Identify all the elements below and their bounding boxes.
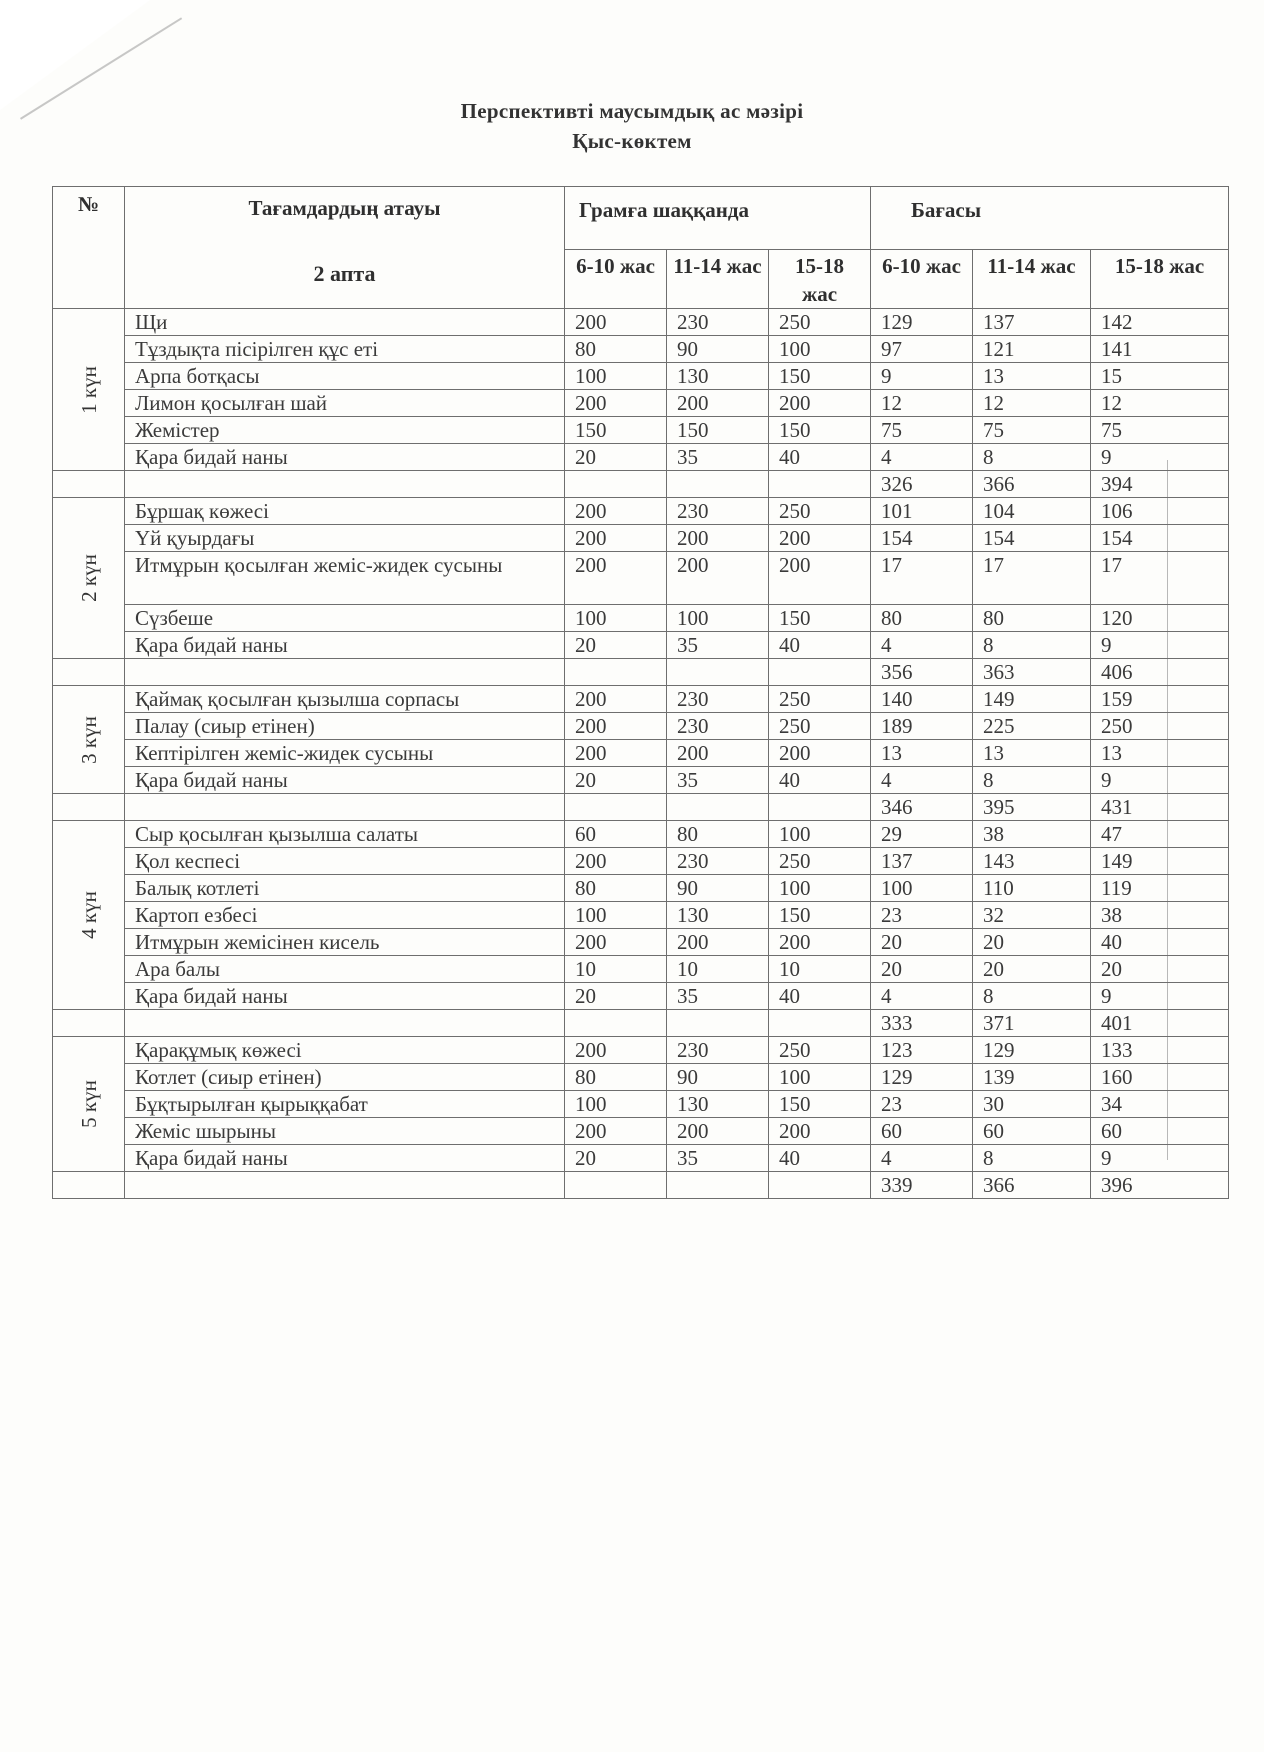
grams-value: 40 bbox=[769, 983, 871, 1010]
header-dish-name bbox=[125, 187, 565, 309]
total-price-value: 406 bbox=[1091, 659, 1229, 686]
grams-value: 200 bbox=[565, 498, 667, 525]
grams-value: 230 bbox=[667, 309, 769, 336]
price-value: 129 bbox=[871, 1064, 973, 1091]
header-grams: Грамға шаққанда bbox=[565, 187, 871, 250]
table-row bbox=[53, 713, 1229, 740]
table-row bbox=[53, 363, 1229, 390]
grams-value: 250 bbox=[769, 686, 871, 713]
price-value: 129 bbox=[973, 1037, 1091, 1064]
grams-value: 100 bbox=[667, 605, 769, 632]
price-value: 149 bbox=[973, 686, 1091, 713]
header-grams-age-6-10: 6-10 жас bbox=[565, 250, 667, 309]
grams-value: 200 bbox=[565, 1118, 667, 1145]
table-row bbox=[53, 336, 1229, 363]
total-row bbox=[53, 1172, 1229, 1199]
grams-value: 100 bbox=[769, 1064, 871, 1091]
header-price-age-11-14: 11-14 жас bbox=[973, 250, 1091, 309]
grams-value: 100 bbox=[769, 336, 871, 363]
grams-value: 20 bbox=[565, 983, 667, 1010]
dish-name: Арпа ботқасы bbox=[125, 363, 565, 390]
grams-value: 200 bbox=[565, 1037, 667, 1064]
grams-value: 200 bbox=[565, 848, 667, 875]
table-row bbox=[53, 309, 1229, 336]
price-value: 23 bbox=[871, 1091, 973, 1118]
grams-value: 100 bbox=[565, 902, 667, 929]
table-row bbox=[53, 390, 1229, 417]
price-value: 8 bbox=[973, 1145, 1091, 1172]
price-value: 80 bbox=[973, 605, 1091, 632]
price-value: 8 bbox=[973, 767, 1091, 794]
dish-name: Жеміс шырыны bbox=[125, 1118, 565, 1145]
grams-value: 130 bbox=[667, 363, 769, 390]
day-label-cell bbox=[53, 309, 125, 471]
total-price-value: 371 bbox=[973, 1010, 1091, 1037]
page-title: Перспективті маусымдық ас мәзірі bbox=[460, 99, 804, 123]
table-row bbox=[53, 983, 1229, 1010]
price-value: 12 bbox=[1091, 390, 1229, 417]
empty-cell bbox=[53, 794, 125, 821]
total-price-value: 394 bbox=[1091, 471, 1229, 498]
grams-value: 150 bbox=[769, 363, 871, 390]
price-value: 133 bbox=[1091, 1037, 1229, 1064]
dish-name: Палау (сиыр етінен) bbox=[125, 713, 565, 740]
empty-cell bbox=[769, 471, 871, 498]
grams-value: 230 bbox=[667, 498, 769, 525]
empty-cell bbox=[565, 794, 667, 821]
table-row bbox=[53, 929, 1229, 956]
price-value: 141 bbox=[1091, 336, 1229, 363]
price-value: 4 bbox=[871, 632, 973, 659]
empty-cell bbox=[53, 659, 125, 686]
table-row bbox=[53, 875, 1229, 902]
price-value: 110 bbox=[973, 875, 1091, 902]
price-value: 159 bbox=[1091, 686, 1229, 713]
empty-cell bbox=[125, 471, 565, 498]
price-value: 4 bbox=[871, 444, 973, 471]
price-value: 9 bbox=[1091, 983, 1229, 1010]
price-value: 9 bbox=[1091, 1145, 1229, 1172]
grams-value: 200 bbox=[565, 309, 667, 336]
price-value: 4 bbox=[871, 767, 973, 794]
grams-value: 20 bbox=[565, 1145, 667, 1172]
grams-value: 200 bbox=[769, 552, 871, 605]
empty-cell bbox=[667, 794, 769, 821]
grams-value: 40 bbox=[769, 767, 871, 794]
grams-value: 200 bbox=[565, 525, 667, 552]
price-value: 17 bbox=[871, 552, 973, 605]
dish-name: Котлет (сиыр етінен) bbox=[125, 1064, 565, 1091]
day-label-cell bbox=[53, 821, 125, 1010]
price-value: 15 bbox=[1091, 363, 1229, 390]
grams-value: 250 bbox=[769, 848, 871, 875]
dish-name: Қаймақ қосылған қызылша сорпасы bbox=[125, 686, 565, 713]
price-value: 60 bbox=[871, 1118, 973, 1145]
day-label-cell bbox=[53, 686, 125, 794]
grams-value: 200 bbox=[667, 1118, 769, 1145]
grams-value: 130 bbox=[667, 1091, 769, 1118]
header-dish-name-label: Тағамдардың атауы bbox=[248, 196, 441, 220]
grams-value: 80 bbox=[565, 336, 667, 363]
grams-value: 35 bbox=[667, 767, 769, 794]
total-price-value: 356 bbox=[871, 659, 973, 686]
grams-value: 250 bbox=[769, 498, 871, 525]
price-value: 121 bbox=[973, 336, 1091, 363]
total-price-value: 431 bbox=[1091, 794, 1229, 821]
grams-value: 80 bbox=[565, 875, 667, 902]
price-value: 13 bbox=[973, 363, 1091, 390]
grams-value: 100 bbox=[769, 875, 871, 902]
empty-cell bbox=[667, 659, 769, 686]
table-row bbox=[53, 552, 1229, 605]
grams-value: 200 bbox=[667, 740, 769, 767]
grams-value: 150 bbox=[565, 417, 667, 444]
grams-value: 20 bbox=[565, 632, 667, 659]
empty-cell bbox=[53, 1172, 125, 1199]
table-row bbox=[53, 821, 1229, 848]
dish-name: Қара бидай наны bbox=[125, 983, 565, 1010]
price-value: 101 bbox=[871, 498, 973, 525]
empty-cell bbox=[769, 659, 871, 686]
total-price-value: 363 bbox=[973, 659, 1091, 686]
table-row bbox=[53, 902, 1229, 929]
header-week-label: 2 апта bbox=[313, 261, 376, 286]
total-price-value: 395 bbox=[973, 794, 1091, 821]
price-value: 20 bbox=[1091, 956, 1229, 983]
total-row bbox=[53, 1010, 1229, 1037]
table-row bbox=[53, 1118, 1229, 1145]
price-value: 137 bbox=[871, 848, 973, 875]
empty-cell bbox=[769, 1172, 871, 1199]
table-row bbox=[53, 848, 1229, 875]
grams-value: 35 bbox=[667, 444, 769, 471]
price-value: 9 bbox=[871, 363, 973, 390]
table-row bbox=[53, 1091, 1229, 1118]
grams-value: 20 bbox=[565, 444, 667, 471]
empty-cell bbox=[565, 471, 667, 498]
day-label: 2 күн bbox=[76, 554, 101, 602]
grams-value: 80 bbox=[667, 821, 769, 848]
empty-cell bbox=[125, 1010, 565, 1037]
grams-value: 230 bbox=[667, 1037, 769, 1064]
dish-name: Бұқтырылған қырыққабат bbox=[125, 1091, 565, 1118]
total-price-value: 366 bbox=[973, 471, 1091, 498]
price-value: 154 bbox=[1091, 525, 1229, 552]
grams-value: 20 bbox=[565, 767, 667, 794]
grams-value: 10 bbox=[565, 956, 667, 983]
price-value: 60 bbox=[1091, 1118, 1229, 1145]
grams-value: 40 bbox=[769, 444, 871, 471]
grams-value: 150 bbox=[769, 605, 871, 632]
empty-cell bbox=[769, 794, 871, 821]
price-value: 75 bbox=[1091, 417, 1229, 444]
table-row bbox=[53, 525, 1229, 552]
day-label: 4 күн bbox=[76, 891, 101, 939]
dish-name: Кептірілген жеміс-жидек сусыны bbox=[125, 740, 565, 767]
price-value: 142 bbox=[1091, 309, 1229, 336]
table-row bbox=[53, 498, 1229, 525]
dish-name: Қара бидай наны bbox=[125, 632, 565, 659]
dish-name: Сүзбеше bbox=[125, 605, 565, 632]
price-value: 8 bbox=[973, 632, 1091, 659]
day-label-cell bbox=[53, 1037, 125, 1172]
empty-cell bbox=[667, 471, 769, 498]
table-row bbox=[53, 956, 1229, 983]
grams-value: 100 bbox=[565, 605, 667, 632]
dish-name: Қарақұмық көжесі bbox=[125, 1037, 565, 1064]
dish-name: Қара бидай наны bbox=[125, 444, 565, 471]
dish-name: Лимон қосылған шай bbox=[125, 390, 565, 417]
grams-value: 150 bbox=[769, 1091, 871, 1118]
price-value: 119 bbox=[1091, 875, 1229, 902]
total-price-value: 366 bbox=[973, 1172, 1091, 1199]
price-value: 129 bbox=[871, 309, 973, 336]
grams-value: 100 bbox=[769, 821, 871, 848]
grams-value: 200 bbox=[565, 686, 667, 713]
grams-value: 230 bbox=[667, 848, 769, 875]
table-row bbox=[53, 605, 1229, 632]
grams-value: 200 bbox=[565, 552, 667, 605]
price-value: 29 bbox=[871, 821, 973, 848]
grams-value: 200 bbox=[565, 713, 667, 740]
price-value: 60 bbox=[973, 1118, 1091, 1145]
price-value: 20 bbox=[973, 929, 1091, 956]
price-value: 38 bbox=[973, 821, 1091, 848]
empty-cell bbox=[667, 1172, 769, 1199]
price-value: 97 bbox=[871, 336, 973, 363]
total-price-value: 401 bbox=[1091, 1010, 1229, 1037]
price-value: 20 bbox=[871, 956, 973, 983]
dish-name: Щи bbox=[125, 309, 565, 336]
grams-value: 150 bbox=[769, 902, 871, 929]
price-value: 34 bbox=[1091, 1091, 1229, 1118]
header-grams-age-11-14: 11-14 жас bbox=[667, 250, 769, 309]
price-value: 12 bbox=[973, 390, 1091, 417]
price-value: 47 bbox=[1091, 821, 1229, 848]
grams-value: 200 bbox=[769, 740, 871, 767]
grams-value: 250 bbox=[769, 309, 871, 336]
dish-name: Ара балы bbox=[125, 956, 565, 983]
price-value: 139 bbox=[973, 1064, 1091, 1091]
empty-cell bbox=[565, 1010, 667, 1037]
price-value: 4 bbox=[871, 1145, 973, 1172]
grams-value: 230 bbox=[667, 713, 769, 740]
empty-cell bbox=[565, 1172, 667, 1199]
price-value: 250 bbox=[1091, 713, 1229, 740]
grams-value: 35 bbox=[667, 632, 769, 659]
grams-value: 200 bbox=[667, 552, 769, 605]
total-row bbox=[53, 794, 1229, 821]
day-label: 3 күн bbox=[76, 715, 101, 764]
total-price-value: 326 bbox=[871, 471, 973, 498]
price-value: 13 bbox=[1091, 740, 1229, 767]
price-value: 154 bbox=[973, 525, 1091, 552]
empty-cell bbox=[125, 794, 565, 821]
table-row bbox=[53, 1145, 1229, 1172]
price-value: 9 bbox=[1091, 632, 1229, 659]
price-value: 13 bbox=[973, 740, 1091, 767]
grams-value: 200 bbox=[667, 390, 769, 417]
grams-value: 200 bbox=[565, 390, 667, 417]
empty-cell bbox=[125, 659, 565, 686]
price-value: 17 bbox=[1091, 552, 1229, 605]
page-corner-fold bbox=[0, 0, 150, 110]
grams-value: 230 bbox=[667, 686, 769, 713]
price-value: 100 bbox=[871, 875, 973, 902]
price-value: 8 bbox=[973, 444, 1091, 471]
grams-value: 40 bbox=[769, 1145, 871, 1172]
dish-name: Қара бидай наны bbox=[125, 767, 565, 794]
grams-value: 60 bbox=[565, 821, 667, 848]
price-value: 23 bbox=[871, 902, 973, 929]
table-row bbox=[53, 686, 1229, 713]
menu-table-body bbox=[53, 309, 1229, 1199]
price-value: 104 bbox=[973, 498, 1091, 525]
price-value: 154 bbox=[871, 525, 973, 552]
day-label: 5 күн bbox=[76, 1080, 101, 1128]
table-row bbox=[53, 767, 1229, 794]
dish-name: Итмұрын қосылған жеміс-жидек сусыны bbox=[125, 552, 565, 605]
grams-value: 200 bbox=[769, 1118, 871, 1145]
dish-name: Жемістер bbox=[125, 417, 565, 444]
dish-name: Бұршақ көжесі bbox=[125, 498, 565, 525]
grams-value: 150 bbox=[769, 417, 871, 444]
total-price-value: 339 bbox=[871, 1172, 973, 1199]
grams-value: 80 bbox=[565, 1064, 667, 1091]
dish-name: Балық котлеті bbox=[125, 875, 565, 902]
price-value: 143 bbox=[973, 848, 1091, 875]
price-value: 8 bbox=[973, 983, 1091, 1010]
empty-cell bbox=[53, 471, 125, 498]
price-value: 9 bbox=[1091, 444, 1229, 471]
dish-name: Сыр қосылған қызылша салаты bbox=[125, 821, 565, 848]
empty-cell bbox=[565, 659, 667, 686]
grams-value: 130 bbox=[667, 902, 769, 929]
dish-name: Итмұрын жемісінен кисель bbox=[125, 929, 565, 956]
price-value: 189 bbox=[871, 713, 973, 740]
empty-cell bbox=[769, 1010, 871, 1037]
grams-value: 35 bbox=[667, 983, 769, 1010]
price-value: 20 bbox=[871, 929, 973, 956]
price-value: 9 bbox=[1091, 767, 1229, 794]
table-row bbox=[53, 632, 1229, 659]
menu-table bbox=[52, 186, 1229, 1199]
total-price-value: 396 bbox=[1091, 1172, 1229, 1199]
grams-value: 90 bbox=[667, 336, 769, 363]
price-value: 30 bbox=[973, 1091, 1091, 1118]
price-value: 13 bbox=[871, 740, 973, 767]
header-price: Бағасы bbox=[871, 187, 1229, 250]
dish-name: Қара бидай наны bbox=[125, 1145, 565, 1172]
table-row bbox=[53, 1064, 1229, 1091]
grams-value: 40 bbox=[769, 632, 871, 659]
day-label: 1 күн bbox=[76, 365, 101, 414]
title-block bbox=[0, 96, 1264, 156]
grams-value: 250 bbox=[769, 1037, 871, 1064]
price-value: 140 bbox=[871, 686, 973, 713]
grams-value: 10 bbox=[769, 956, 871, 983]
dish-name: Үй қуырдағы bbox=[125, 525, 565, 552]
grams-value: 200 bbox=[769, 929, 871, 956]
price-value: 20 bbox=[973, 956, 1091, 983]
empty-cell bbox=[667, 1010, 769, 1037]
grams-value: 100 bbox=[565, 1091, 667, 1118]
grams-value: 200 bbox=[667, 525, 769, 552]
price-value: 17 bbox=[973, 552, 1091, 605]
grams-value: 250 bbox=[769, 713, 871, 740]
table-row bbox=[53, 417, 1229, 444]
total-price-value: 333 bbox=[871, 1010, 973, 1037]
price-value: 75 bbox=[871, 417, 973, 444]
grams-value: 200 bbox=[565, 740, 667, 767]
price-value: 4 bbox=[871, 983, 973, 1010]
price-value: 120 bbox=[1091, 605, 1229, 632]
grams-value: 200 bbox=[667, 929, 769, 956]
price-value: 12 bbox=[871, 390, 973, 417]
price-value: 32 bbox=[973, 902, 1091, 929]
grams-value: 200 bbox=[769, 390, 871, 417]
price-value: 149 bbox=[1091, 848, 1229, 875]
menu-table-header bbox=[53, 187, 1229, 309]
total-row bbox=[53, 471, 1229, 498]
price-value: 38 bbox=[1091, 902, 1229, 929]
price-value: 75 bbox=[973, 417, 1091, 444]
grams-value: 90 bbox=[667, 1064, 769, 1091]
price-value: 40 bbox=[1091, 929, 1229, 956]
price-value: 80 bbox=[871, 605, 973, 632]
header-price-age-6-10: 6-10 жас bbox=[871, 250, 973, 309]
header-number: № bbox=[53, 187, 125, 309]
dish-name: Қол кеспесі bbox=[125, 848, 565, 875]
dish-name: Тұздықта пісірілген құс еті bbox=[125, 336, 565, 363]
table-row bbox=[53, 444, 1229, 471]
day-label-cell bbox=[53, 498, 125, 659]
price-value: 106 bbox=[1091, 498, 1229, 525]
table-row bbox=[53, 1037, 1229, 1064]
grams-value: 200 bbox=[565, 929, 667, 956]
grams-value: 100 bbox=[565, 363, 667, 390]
dish-name: Картоп езбесі bbox=[125, 902, 565, 929]
table-row bbox=[53, 740, 1229, 767]
empty-cell bbox=[53, 1010, 125, 1037]
page-subtitle: Қыс-көктем bbox=[572, 129, 692, 153]
grams-value: 150 bbox=[667, 417, 769, 444]
grams-value: 90 bbox=[667, 875, 769, 902]
price-value: 137 bbox=[973, 309, 1091, 336]
price-value: 123 bbox=[871, 1037, 973, 1064]
grams-value: 35 bbox=[667, 1145, 769, 1172]
empty-cell bbox=[125, 1172, 565, 1199]
total-price-value: 346 bbox=[871, 794, 973, 821]
price-value: 160 bbox=[1091, 1064, 1229, 1091]
total-row bbox=[53, 659, 1229, 686]
grams-value: 10 bbox=[667, 956, 769, 983]
grams-value: 200 bbox=[769, 525, 871, 552]
header-price-age-15-18: 15-18 жас bbox=[1091, 250, 1229, 309]
price-value: 225 bbox=[973, 713, 1091, 740]
header-grams-age-15-18: 15-18 жас bbox=[769, 250, 871, 309]
